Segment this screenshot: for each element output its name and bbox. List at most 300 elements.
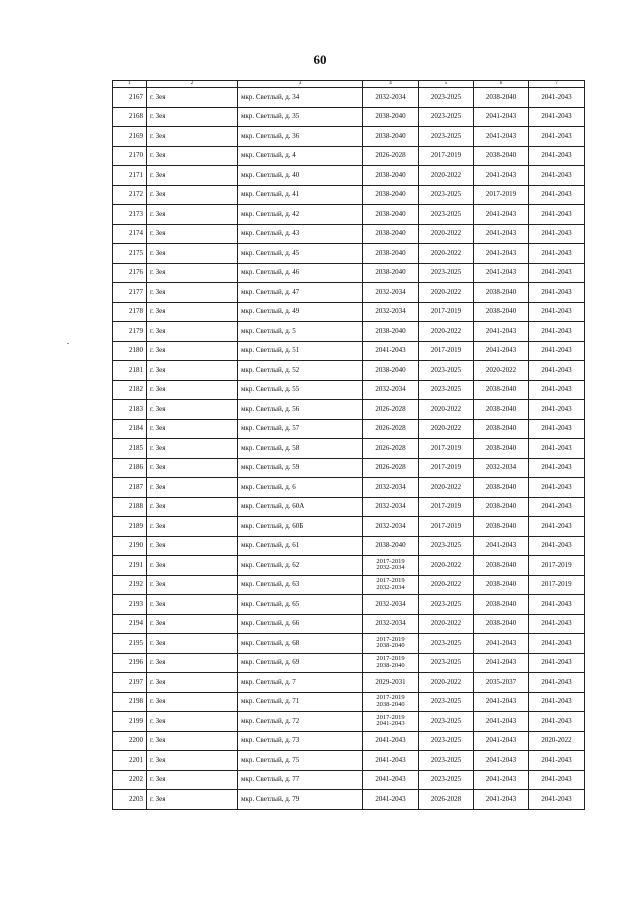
period-col5-cell: 2017-2019 — [419, 497, 474, 517]
period-col5-cell: 2023-2025 — [419, 770, 474, 790]
city-cell: г. Зея — [147, 263, 238, 283]
city-cell: г. Зея — [147, 244, 238, 264]
row-number-cell: 2182 — [113, 380, 147, 400]
period-col5-cell: 2020-2022 — [419, 556, 474, 576]
city-cell: г. Зея — [147, 478, 238, 498]
table-row — [113, 614, 585, 634]
period-col5-cell: 2023-2025 — [419, 185, 474, 205]
table-row — [113, 107, 585, 127]
period-col4-cell: 2026-2028 — [363, 146, 419, 166]
table-row — [113, 673, 585, 693]
period-col5-cell: 2017-2019 — [419, 341, 474, 361]
row-number-cell: 2176 — [113, 263, 147, 283]
period-col6-cell: 2041-2043 — [474, 731, 529, 751]
city-cell: г. Зея — [147, 224, 238, 244]
city-cell: г. Зея — [147, 595, 238, 615]
city-cell: г. Зея — [147, 634, 238, 654]
period-col7-cell: 2041-2043 — [529, 244, 585, 264]
table-row — [113, 283, 585, 303]
row-number-cell: 2198 — [113, 692, 147, 712]
row-number-cell: 2189 — [113, 517, 147, 537]
table-row — [113, 653, 585, 673]
period-col5-cell: 2020-2022 — [419, 575, 474, 595]
period-col4-cell: 2032-2034 — [363, 478, 419, 498]
city-cell: г. Зея — [147, 536, 238, 556]
period-col5-cell: 2023-2025 — [419, 205, 474, 225]
table-row — [113, 166, 585, 186]
period-col6-cell: 2038-2040 — [474, 595, 529, 615]
period-col7-cell: 2041-2043 — [529, 302, 585, 322]
row-number-cell: 2171 — [113, 166, 147, 186]
table-row — [113, 556, 585, 576]
period-col6-cell: 2038-2040 — [474, 556, 529, 576]
period-col5-cell: 2023-2025 — [419, 653, 474, 673]
table-row — [113, 770, 585, 790]
address-cell: мкр. Светлый, д. 62 — [238, 556, 363, 576]
address-cell: мкр. Светлый, д. 71 — [238, 692, 363, 712]
address-cell: мкр. Светлый, д. 60Б — [238, 517, 363, 537]
row-number-cell: 2197 — [113, 673, 147, 693]
table-row — [113, 224, 585, 244]
table-row — [113, 185, 585, 205]
period-col5-cell: 2023-2025 — [419, 536, 474, 556]
table-row — [113, 595, 585, 615]
register-table — [112, 80, 585, 810]
address-cell: мкр. Светлый, д. 65 — [238, 595, 363, 615]
row-number-cell: 2196 — [113, 653, 147, 673]
period-col5-cell: 2023-2025 — [419, 361, 474, 381]
city-cell: г. Зея — [147, 770, 238, 790]
table-row — [113, 244, 585, 264]
address-cell: мкр. Светлый, д. 79 — [238, 790, 363, 810]
period-col4-cell: 2026-2028 — [363, 439, 419, 459]
city-cell: г. Зея — [147, 575, 238, 595]
period-col5-cell: 2020-2022 — [419, 614, 474, 634]
address-cell: мкр. Светлый, д. 58 — [238, 439, 363, 459]
period-col4-cell: 2038-2040 — [363, 205, 419, 225]
column-number-row — [113, 81, 585, 88]
period-col5-cell: 2023-2025 — [419, 380, 474, 400]
period-col7-cell: 2041-2043 — [529, 770, 585, 790]
period-col6-cell: 2041-2043 — [474, 107, 529, 127]
period-col6-cell: 2041-2043 — [474, 751, 529, 771]
period-col5-cell: 2020-2022 — [419, 400, 474, 420]
row-number-cell: 2192 — [113, 575, 147, 595]
period-col4-cell: 2038-2040 — [363, 536, 419, 556]
table-row — [113, 127, 585, 147]
period-col4-cell: 2041-2043 — [363, 731, 419, 751]
period-col5-cell: 2017-2019 — [419, 302, 474, 322]
row-number-cell: 2168 — [113, 107, 147, 127]
table-row — [113, 146, 585, 166]
period-col6-cell: 2038-2040 — [474, 302, 529, 322]
table-row — [113, 361, 585, 381]
row-number-cell: 2167 — [113, 88, 147, 108]
row-number-cell: 2173 — [113, 205, 147, 225]
row-number-cell: 2178 — [113, 302, 147, 322]
table-row — [113, 419, 585, 439]
period-col7-cell: 2041-2043 — [529, 88, 585, 108]
period-col5-cell: 2023-2025 — [419, 88, 474, 108]
period-col7-cell: 2041-2043 — [529, 322, 585, 342]
period-col7-cell: 2041-2043 — [529, 653, 585, 673]
period-col4-cell: 2041-2043 — [363, 751, 419, 771]
row-number-cell: 2202 — [113, 770, 147, 790]
city-cell: г. Зея — [147, 497, 238, 517]
city-cell: г. Зея — [147, 146, 238, 166]
period-col4-cell: 2017-2019 2041-2043 — [363, 712, 419, 732]
address-cell: мкр. Светлый, д. 60А — [238, 497, 363, 517]
period-col7-cell: 2041-2043 — [529, 205, 585, 225]
city-cell: г. Зея — [147, 107, 238, 127]
address-cell: мкр. Светлый, д. 36 — [238, 127, 363, 147]
address-cell: мкр. Светлый, д. 55 — [238, 380, 363, 400]
period-col4-cell: 2026-2028 — [363, 400, 419, 420]
city-cell: г. Зея — [147, 751, 238, 771]
period-col6-cell: 2038-2040 — [474, 517, 529, 537]
address-cell: мкр. Светлый, д. 66 — [238, 614, 363, 634]
period-col4-cell: 2032-2034 — [363, 614, 419, 634]
period-col7-cell: 2041-2043 — [529, 634, 585, 654]
period-col7-cell: 2041-2043 — [529, 185, 585, 205]
column-number: 7 — [529, 81, 585, 88]
period-col4-cell: 2038-2040 — [363, 263, 419, 283]
period-col4-cell: 2017-2019 2038-2040 — [363, 653, 419, 673]
table-row — [113, 497, 585, 517]
address-cell: мкр. Светлый, д. 41 — [238, 185, 363, 205]
row-number-cell: 2181 — [113, 361, 147, 381]
period-col6-cell: 2041-2043 — [474, 790, 529, 810]
address-cell: мкр. Светлый, д. 68 — [238, 634, 363, 654]
row-number-cell: 2180 — [113, 341, 147, 361]
city-cell: г. Зея — [147, 712, 238, 732]
address-cell: мкр. Светлый, д. 73 — [238, 731, 363, 751]
table-row — [113, 731, 585, 751]
row-number-cell: 2201 — [113, 751, 147, 771]
table-row — [113, 88, 585, 108]
table-row — [113, 458, 585, 478]
period-col6-cell: 2038-2040 — [474, 400, 529, 420]
period-col6-cell: 2038-2040 — [474, 575, 529, 595]
period-col4-cell: 2032-2034 — [363, 88, 419, 108]
table-row — [113, 790, 585, 810]
period-col5-cell: 2023-2025 — [419, 107, 474, 127]
period-col4-cell: 2038-2040 — [363, 322, 419, 342]
table-row — [113, 751, 585, 771]
row-number-cell: 2194 — [113, 614, 147, 634]
period-col6-cell: 2032-2034 — [474, 458, 529, 478]
period-col4-cell: 2026-2028 — [363, 458, 419, 478]
period-col4-cell: 2038-2040 — [363, 224, 419, 244]
period-col7-cell: 2041-2043 — [529, 536, 585, 556]
period-col6-cell: 2038-2040 — [474, 146, 529, 166]
period-col6-cell: 2038-2040 — [474, 478, 529, 498]
period-col7-cell: 2041-2043 — [529, 790, 585, 810]
address-cell: мкр. Светлый, д. 77 — [238, 770, 363, 790]
period-col7-cell: 2041-2043 — [529, 673, 585, 693]
period-col7-cell: 2017-2019 — [529, 575, 585, 595]
row-number-cell: 2186 — [113, 458, 147, 478]
period-col7-cell: 2041-2043 — [529, 263, 585, 283]
table-row — [113, 575, 585, 595]
period-col5-cell: 2020-2022 — [419, 244, 474, 264]
period-col6-cell: 2038-2040 — [474, 283, 529, 303]
address-cell: мкр. Светлый, д. 40 — [238, 166, 363, 186]
city-cell: г. Зея — [147, 127, 238, 147]
row-number-cell: 2184 — [113, 419, 147, 439]
address-cell: мкр. Светлый, д. 51 — [238, 341, 363, 361]
city-cell: г. Зея — [147, 302, 238, 322]
row-number-cell: 2187 — [113, 478, 147, 498]
city-cell: г. Зея — [147, 400, 238, 420]
period-col4-cell: 2017-2019 2032-2034 — [363, 575, 419, 595]
city-cell: г. Зея — [147, 361, 238, 381]
period-col7-cell: 2041-2043 — [529, 692, 585, 712]
period-col4-cell: 2032-2034 — [363, 283, 419, 303]
city-cell: г. Зея — [147, 692, 238, 712]
period-col4-cell: 2017-2019 2032-2034 — [363, 556, 419, 576]
period-col6-cell: 2038-2040 — [474, 439, 529, 459]
address-cell: мкр. Светлый, д. 63 — [238, 575, 363, 595]
table-row — [113, 205, 585, 225]
address-cell: мкр. Светлый, д. 47 — [238, 283, 363, 303]
register-body — [113, 81, 585, 810]
period-col4-cell: 2038-2040 — [363, 361, 419, 381]
period-col4-cell: 2032-2034 — [363, 380, 419, 400]
row-number-cell: 2195 — [113, 634, 147, 654]
period-col6-cell: 2038-2040 — [474, 380, 529, 400]
period-col4-cell: 2032-2034 — [363, 302, 419, 322]
city-cell: г. Зея — [147, 205, 238, 225]
period-col7-cell: 2041-2043 — [529, 751, 585, 771]
address-cell: мкр. Светлый, д. 56 — [238, 400, 363, 420]
period-col5-cell: 2017-2019 — [419, 439, 474, 459]
address-cell: мкр. Светлый, д. 4 — [238, 146, 363, 166]
address-cell: мкр. Светлый, д. 5 — [238, 322, 363, 342]
period-col7-cell: 2041-2043 — [529, 478, 585, 498]
address-cell: мкр. Светлый, д. 72 — [238, 712, 363, 732]
period-col4-cell: 2017-2019 2038-2040 — [363, 692, 419, 712]
period-col6-cell: 2041-2043 — [474, 634, 529, 654]
period-col5-cell: 2017-2019 — [419, 517, 474, 537]
period-col5-cell: 2020-2022 — [419, 166, 474, 186]
address-cell: мкр. Светлый, д. 46 — [238, 263, 363, 283]
period-col4-cell: 2041-2043 — [363, 770, 419, 790]
address-cell: мкр. Светлый, д. 35 — [238, 107, 363, 127]
table-row — [113, 380, 585, 400]
period-col5-cell: 2017-2019 — [419, 146, 474, 166]
city-cell: г. Зея — [147, 166, 238, 186]
period-col5-cell: 2023-2025 — [419, 595, 474, 615]
table-row — [113, 322, 585, 342]
address-cell: мкр. Светлый, д. 52 — [238, 361, 363, 381]
period-col4-cell: 2032-2034 — [363, 517, 419, 537]
period-col7-cell: 2041-2043 — [529, 166, 585, 186]
city-cell: г. Зея — [147, 88, 238, 108]
city-cell: г. Зея — [147, 790, 238, 810]
period-col6-cell: 2041-2043 — [474, 127, 529, 147]
period-col6-cell: 2038-2040 — [474, 419, 529, 439]
period-col6-cell: 2041-2043 — [474, 692, 529, 712]
row-number-cell: 2177 — [113, 283, 147, 303]
period-col7-cell: 2041-2043 — [529, 224, 585, 244]
address-cell: мкр. Светлый, д. 61 — [238, 536, 363, 556]
row-number-cell: 2172 — [113, 185, 147, 205]
period-col5-cell: 2023-2025 — [419, 692, 474, 712]
city-cell: г. Зея — [147, 653, 238, 673]
address-cell: мкр. Светлый, д. 34 — [238, 88, 363, 108]
period-col4-cell: 2032-2034 — [363, 497, 419, 517]
period-col7-cell: 2017-2019 — [529, 556, 585, 576]
row-number-cell: 2191 — [113, 556, 147, 576]
period-col7-cell: 2041-2043 — [529, 107, 585, 127]
period-col7-cell: 2041-2043 — [529, 595, 585, 615]
city-cell: г. Зея — [147, 419, 238, 439]
address-cell: мкр. Светлый, д. 75 — [238, 751, 363, 771]
period-col5-cell: 2020-2022 — [419, 322, 474, 342]
period-col5-cell: 2023-2025 — [419, 634, 474, 654]
column-number: 6 — [474, 81, 529, 88]
period-col4-cell: 2029-2031 — [363, 673, 419, 693]
table-row — [113, 302, 585, 322]
scan-mark — [67, 343, 69, 344]
address-cell: мкр. Светлый, д. 43 — [238, 224, 363, 244]
column-number: 2 — [147, 81, 238, 88]
row-number-cell: 2183 — [113, 400, 147, 420]
column-number: 1 — [113, 81, 147, 88]
city-cell: г. Зея — [147, 731, 238, 751]
address-cell: мкр. Светлый, д. 69 — [238, 653, 363, 673]
period-col4-cell: 2038-2040 — [363, 244, 419, 264]
period-col6-cell: 2041-2043 — [474, 244, 529, 264]
period-col5-cell: 2020-2022 — [419, 478, 474, 498]
period-col7-cell: 2041-2043 — [529, 458, 585, 478]
page-number: 60 — [313, 52, 327, 67]
period-col5-cell: 2020-2022 — [419, 419, 474, 439]
period-col4-cell: 2026-2028 — [363, 419, 419, 439]
address-cell: мкр. Светлый, д. 57 — [238, 419, 363, 439]
period-col4-cell: 2038-2040 — [363, 166, 419, 186]
row-number-cell: 2203 — [113, 790, 147, 810]
period-col6-cell: 2041-2043 — [474, 770, 529, 790]
period-col7-cell: 2041-2043 — [529, 712, 585, 732]
period-col5-cell: 2026-2028 — [419, 790, 474, 810]
row-number-cell: 2200 — [113, 731, 147, 751]
row-number-cell: 2193 — [113, 595, 147, 615]
period-col7-cell: 2041-2043 — [529, 614, 585, 634]
period-col6-cell: 2038-2040 — [474, 88, 529, 108]
address-cell: мкр. Светлый, д. 6 — [238, 478, 363, 498]
city-cell: г. Зея — [147, 517, 238, 537]
row-number-cell: 2190 — [113, 536, 147, 556]
table-row — [113, 692, 585, 712]
period-col6-cell: 2041-2043 — [474, 205, 529, 225]
city-cell: г. Зея — [147, 380, 238, 400]
address-cell: мкр. Светлый, д. 45 — [238, 244, 363, 264]
period-col5-cell: 2017-2019 — [419, 458, 474, 478]
period-col6-cell: 2038-2040 — [474, 497, 529, 517]
row-number-cell: 2179 — [113, 322, 147, 342]
period-col6-cell: 2041-2043 — [474, 536, 529, 556]
row-number-cell: 2199 — [113, 712, 147, 732]
period-col4-cell: 2041-2043 — [363, 341, 419, 361]
row-number-cell: 2170 — [113, 146, 147, 166]
city-cell: г. Зея — [147, 283, 238, 303]
address-cell: мкр. Светлый, д. 7 — [238, 673, 363, 693]
table-row — [113, 634, 585, 654]
period-col6-cell: 2041-2043 — [474, 712, 529, 732]
period-col4-cell: 2041-2043 — [363, 790, 419, 810]
city-cell: г. Зея — [147, 185, 238, 205]
column-number: 5 — [419, 81, 474, 88]
address-cell: мкр. Светлый, д. 59 — [238, 458, 363, 478]
period-col6-cell: 2038-2040 — [474, 614, 529, 634]
city-cell: г. Зея — [147, 458, 238, 478]
row-number-cell: 2175 — [113, 244, 147, 264]
period-col6-cell: 2041-2043 — [474, 166, 529, 186]
table-row — [113, 400, 585, 420]
city-cell: г. Зея — [147, 341, 238, 361]
period-col5-cell: 2023-2025 — [419, 751, 474, 771]
period-col6-cell: 2041-2043 — [474, 224, 529, 244]
period-col5-cell: 2020-2022 — [419, 283, 474, 303]
row-number-cell: 2169 — [113, 127, 147, 147]
table-row — [113, 536, 585, 556]
address-cell: мкр. Светлый, д. 49 — [238, 302, 363, 322]
period-col7-cell: 2041-2043 — [529, 400, 585, 420]
period-col5-cell: 2023-2025 — [419, 712, 474, 732]
row-number-cell: 2185 — [113, 439, 147, 459]
table-row — [113, 439, 585, 459]
row-number-cell: 2188 — [113, 497, 147, 517]
period-col4-cell: 2038-2040 — [363, 185, 419, 205]
table-row — [113, 341, 585, 361]
period-col5-cell: 2023-2025 — [419, 127, 474, 147]
period-col4-cell: 2017-2019 2038-2040 — [363, 634, 419, 654]
period-col5-cell: 2023-2025 — [419, 731, 474, 751]
period-col4-cell: 2038-2040 — [363, 107, 419, 127]
period-col7-cell: 2041-2043 — [529, 497, 585, 517]
table-row — [113, 478, 585, 498]
period-col6-cell: 2041-2043 — [474, 341, 529, 361]
city-cell: г. Зея — [147, 614, 238, 634]
period-col6-cell: 2017-2019 — [474, 185, 529, 205]
column-number: 4 — [363, 81, 419, 88]
period-col7-cell: 2041-2043 — [529, 380, 585, 400]
city-cell: г. Зея — [147, 322, 238, 342]
period-col4-cell: 2038-2040 — [363, 127, 419, 147]
column-number: 3 — [238, 81, 363, 88]
period-col7-cell: 2041-2043 — [529, 439, 585, 459]
address-cell: мкр. Светлый, д. 42 — [238, 205, 363, 225]
table-row — [113, 712, 585, 732]
period-col6-cell: 2035-2037 — [474, 673, 529, 693]
city-cell: г. Зея — [147, 673, 238, 693]
city-cell: г. Зея — [147, 439, 238, 459]
period-col6-cell: 2041-2043 — [474, 322, 529, 342]
period-col7-cell: 2020-2022 — [529, 731, 585, 751]
period-col7-cell: 2041-2043 — [529, 283, 585, 303]
period-col7-cell: 2041-2043 — [529, 127, 585, 147]
period-col7-cell: 2041-2043 — [529, 361, 585, 381]
period-col6-cell: 2041-2043 — [474, 653, 529, 673]
city-cell: г. Зея — [147, 556, 238, 576]
period-col5-cell: 2023-2025 — [419, 263, 474, 283]
period-col4-cell: 2032-2034 — [363, 595, 419, 615]
table-row — [113, 517, 585, 537]
period-col5-cell: 2020-2022 — [419, 224, 474, 244]
period-col7-cell: 2041-2043 — [529, 146, 585, 166]
